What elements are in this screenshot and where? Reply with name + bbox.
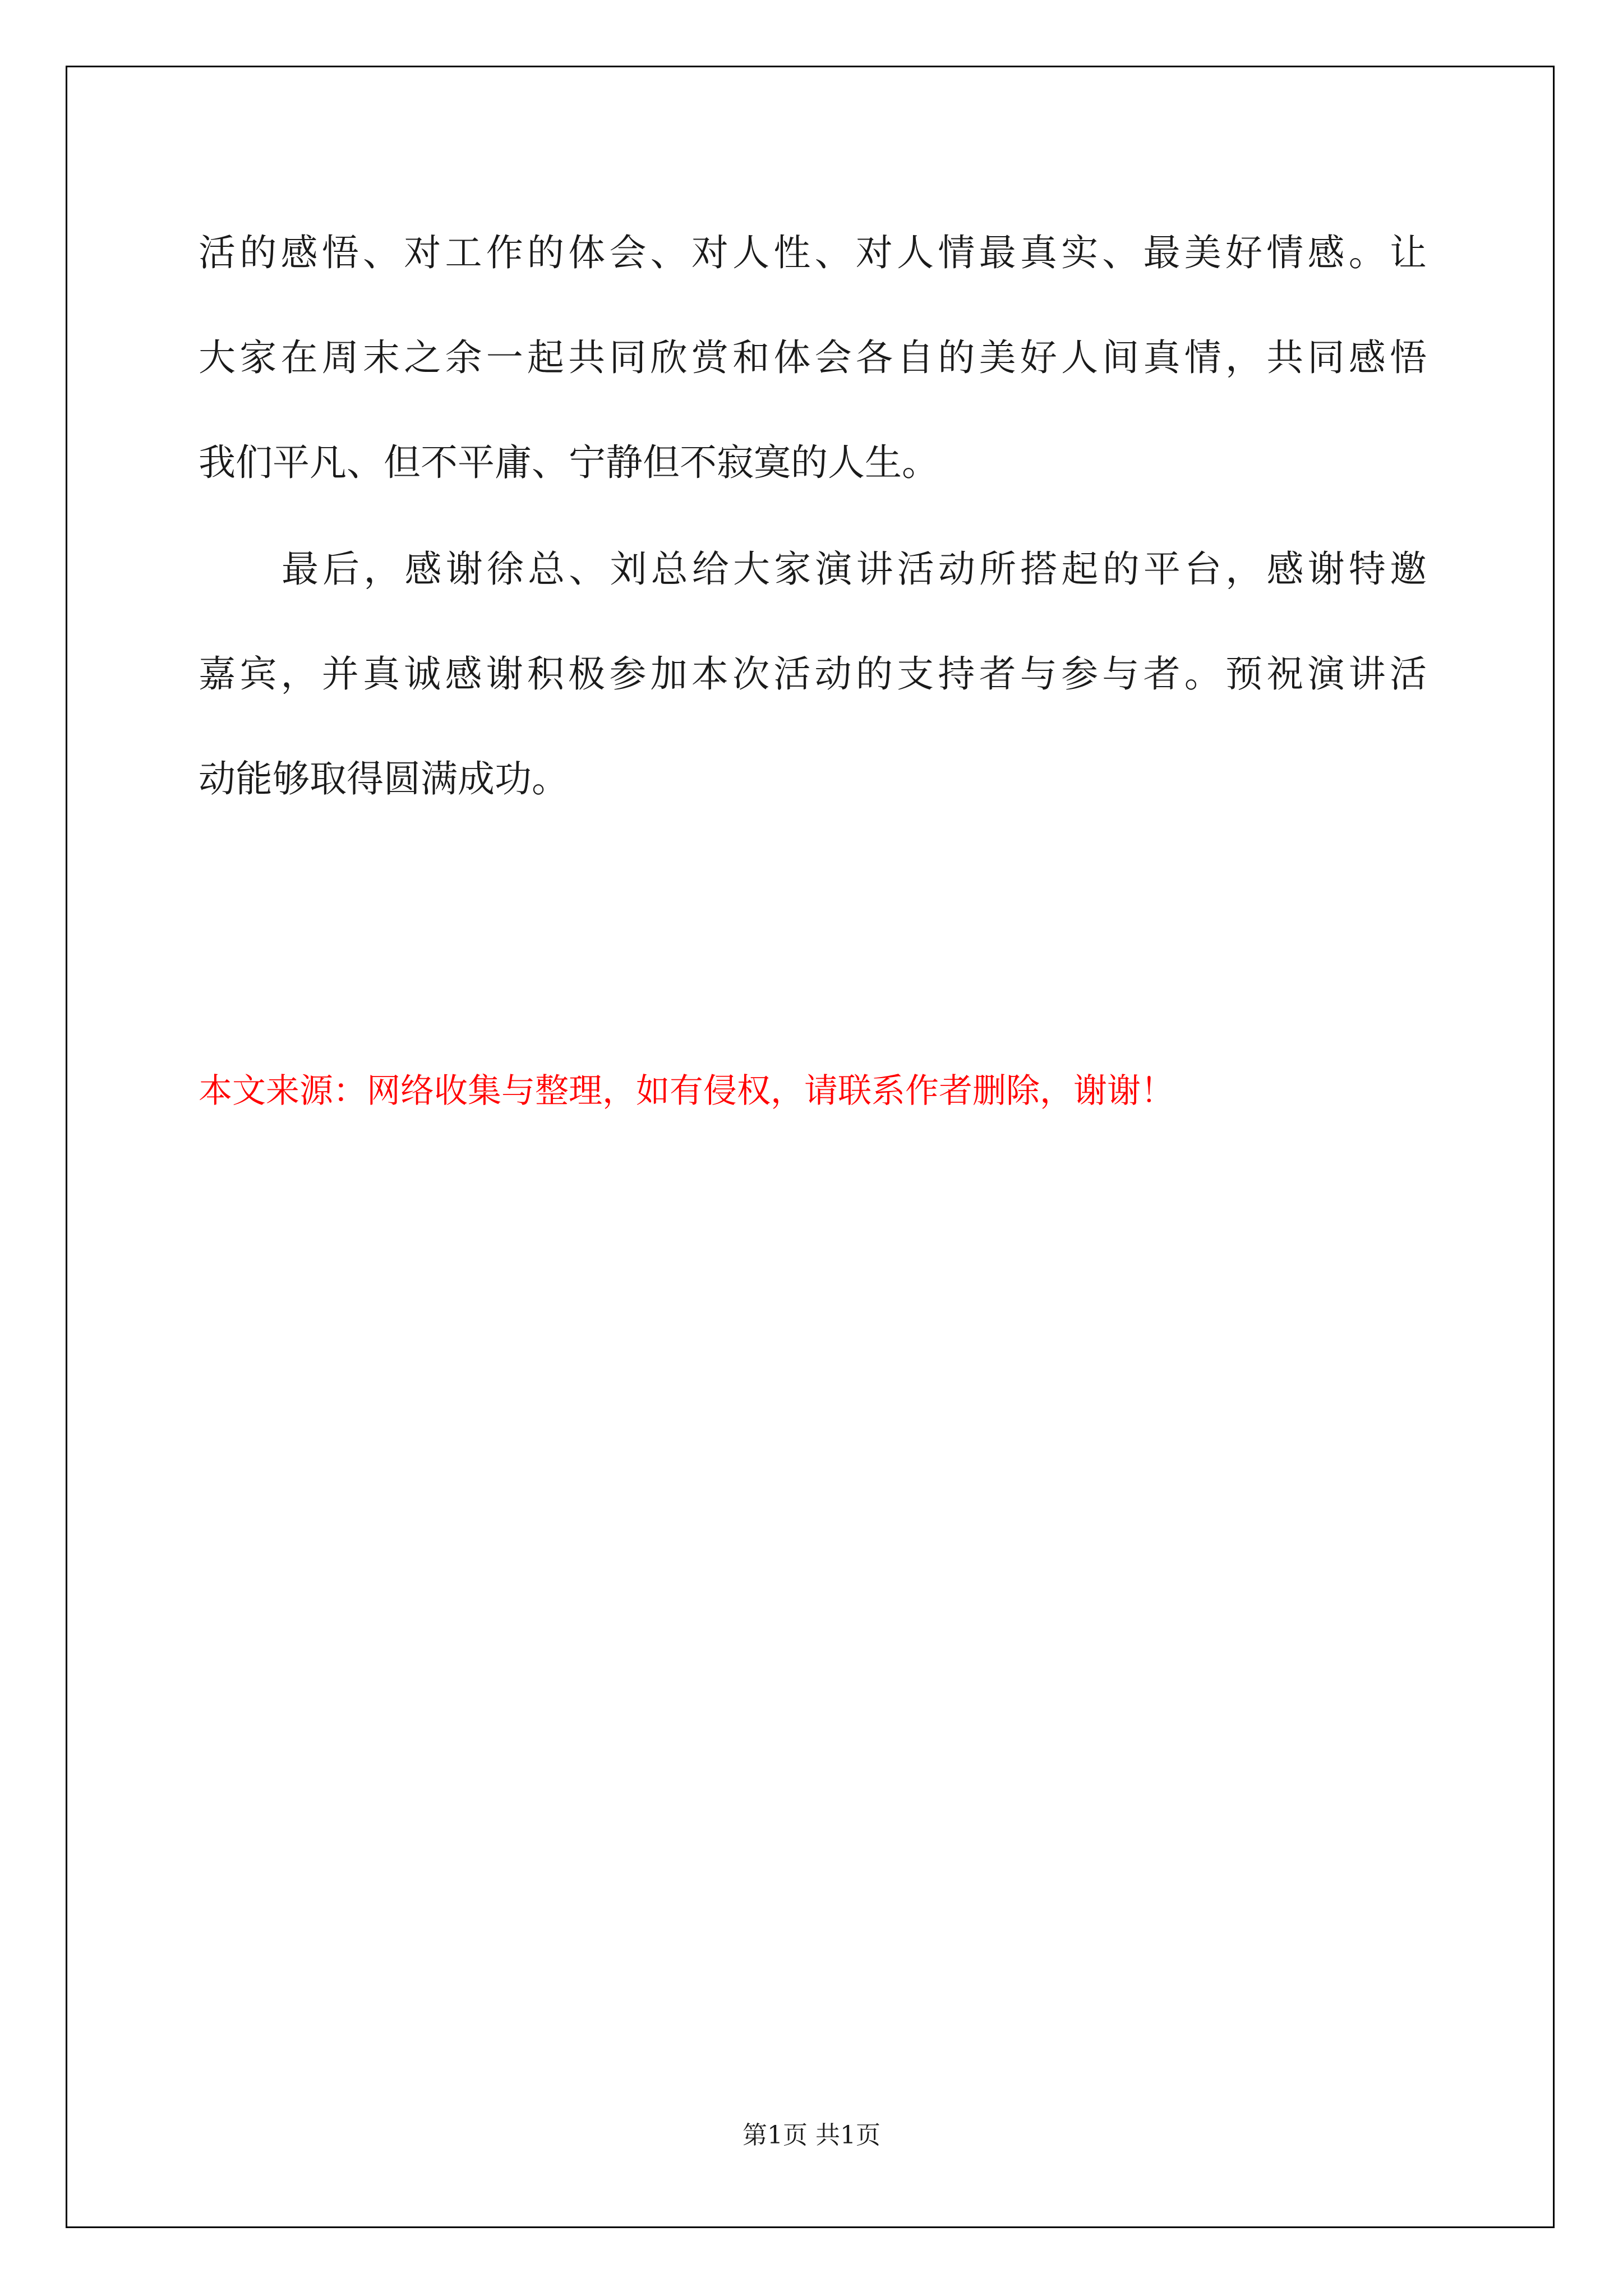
body-line-4: 最后，感谢徐总、刘总给大家演讲活动所搭起的平台，感谢特邀: [282, 547, 1427, 591]
body-line-1: 活的感悟、对工作的体会、对人性、对人情最真实、最美好情感。让: [199, 231, 1427, 274]
body-line-6: 动能够取得圆满成功。: [199, 757, 569, 800]
body-line-2: 大家在周末之余一起共同欣赏和体会各自的美好人间真情，共同感悟: [199, 336, 1427, 379]
page-footer: 第1页 共1页: [743, 2121, 880, 2150]
body-line-5: 嘉宾，并真诚感谢积极参加本次活动的支持者与参与者。预祝演讲活: [199, 652, 1427, 696]
source-note: 本文来源：网络收集与整理，如有侵权，请联系作者删除，谢谢！: [199, 1071, 1174, 1111]
page-frame: [66, 66, 1555, 2228]
body-line-3: 我们平凡、但不平庸、宁静但不寂寞的人生。: [199, 441, 939, 484]
